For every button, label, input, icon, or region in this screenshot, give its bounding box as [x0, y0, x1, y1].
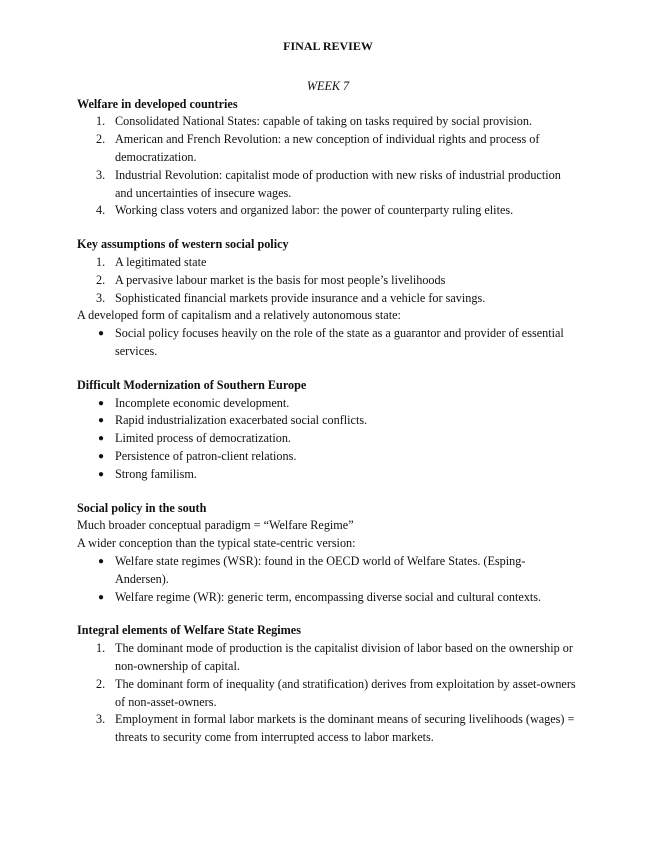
list-item [77, 254, 579, 272]
section-heading-integral-elements: Integral elements of Welfare State Regimes [77, 623, 301, 638]
bullet-icon: ● [98, 555, 105, 567]
list-item [77, 290, 579, 308]
paragraph: Much broader conceptual paradigm = “Welfare Regime” [77, 518, 354, 533]
list-item-text: Sophisticated financial markets provide insurance and a vehicle for savings. [115, 290, 486, 305]
bullet-icon: ● [98, 450, 105, 462]
bullet-icon: ● [98, 328, 105, 340]
list-item [77, 395, 579, 413]
list-item [77, 640, 579, 676]
list-item [77, 676, 579, 712]
list-item [77, 167, 579, 203]
list-item-text: Working class voters and organized labor: the power of counterparty ruling elites. [115, 203, 514, 218]
numbered-list-welfare-developed [77, 113, 579, 220]
list-item-text: Welfare regime (WR): generic term, encompassing diverse social and cultural contexts. [115, 589, 542, 604]
bullet-icon: ● [98, 415, 105, 427]
list-item-text: The dominant form of inequality (and stratification) derives from exploitation by asset-owners of non-asset-owners. [115, 676, 576, 709]
section-heading-welfare-developed: Welfare in developed countries [77, 96, 238, 111]
list-item [77, 430, 579, 448]
list-item-text: Limited process of democratization. [115, 431, 291, 446]
list-item-text: Consolidated National States: capable of taking on tasks required by social provision. [115, 114, 532, 129]
bullet-list-social-policy-south [77, 553, 579, 606]
section-heading-key-assumptions: Key assumptions of western social policy [77, 237, 289, 252]
numbered-list-integral-elements [77, 640, 579, 747]
numbered-list-key-assumptions [77, 254, 579, 307]
list-number: 1. [96, 114, 106, 129]
list-item [77, 466, 579, 484]
spacer [77, 606, 579, 622]
paragraph: A wider conception than the typical state-centric version: [77, 536, 356, 551]
bullet-icon: ● [98, 468, 105, 480]
list-item-text: Social policy focuses heavily on the role of the state as a guarantor and provider of essential services. [115, 326, 564, 358]
bullet-list-key-assumptions [77, 325, 579, 361]
list-item [77, 711, 579, 747]
list-number: 3. [96, 167, 106, 182]
list-item [77, 202, 579, 220]
list-item [77, 448, 579, 466]
list-number: 2. [96, 132, 106, 147]
list-number: 2. [96, 676, 106, 691]
list-item [77, 325, 579, 361]
list-number: 1. [96, 641, 106, 656]
bullet-icon: ● [98, 591, 105, 603]
bullet-list-southern-europe [77, 395, 579, 484]
paragraph: A developed form of capitalism and a relatively autonomous state: [77, 308, 401, 323]
list-item [77, 113, 579, 131]
list-item [77, 553, 579, 589]
week-label: WEEK 7 [306, 78, 350, 93]
spacer [77, 484, 579, 500]
list-number: 2. [96, 272, 106, 287]
section-heading-southern-europe: Difficult Modernization of Southern Europe [77, 377, 307, 392]
list-item [77, 272, 579, 290]
list-item-text: A pervasive labour market is the basis for most people’s livelihoods [115, 272, 446, 287]
list-item-text: Strong familism. [115, 466, 197, 481]
spacer [77, 361, 579, 377]
list-item-text: Persistence of patron-client relations. [115, 448, 297, 463]
list-number: 3. [96, 290, 106, 305]
bullet-icon: ● [98, 433, 105, 445]
list-number: 4. [96, 203, 106, 218]
list-item-text: American and French Revolution: a new conception of individual rights and process of democratization. [115, 132, 540, 164]
list-number: 1. [96, 254, 106, 269]
list-item-text: The dominant mode of production is the capitalist division of labor based on the ownership or non-ownership of capital. [115, 641, 573, 673]
list-item-text: A legitimated state [115, 254, 207, 269]
list-item-text: Employment in formal labor markets is the dominant means of securing livelihoods (wages) = threats to security come from interrupted access to labor markets. [115, 712, 575, 745]
list-item-text: Welfare state regimes (WSR): found in the OECD world of Welfare States. (Esping-Andersen). [115, 553, 526, 586]
list-item-text: Industrial Revolution: capitalist mode of production with new risks of industrial production and uncertainties of insecure wages. [115, 167, 561, 200]
bullet-icon: ● [98, 397, 105, 409]
list-item [77, 589, 579, 607]
list-item [77, 412, 579, 430]
list-item-text: Rapid industrialization exacerbated social conflicts. [115, 413, 368, 428]
list-item [77, 131, 579, 167]
list-item-text: Incomplete economic development. [115, 395, 290, 410]
spacer [77, 220, 579, 236]
list-number: 3. [96, 712, 106, 727]
section-heading-social-policy-south: Social policy in the south [77, 500, 207, 515]
document-title: FINAL REVIEW [283, 39, 373, 53]
